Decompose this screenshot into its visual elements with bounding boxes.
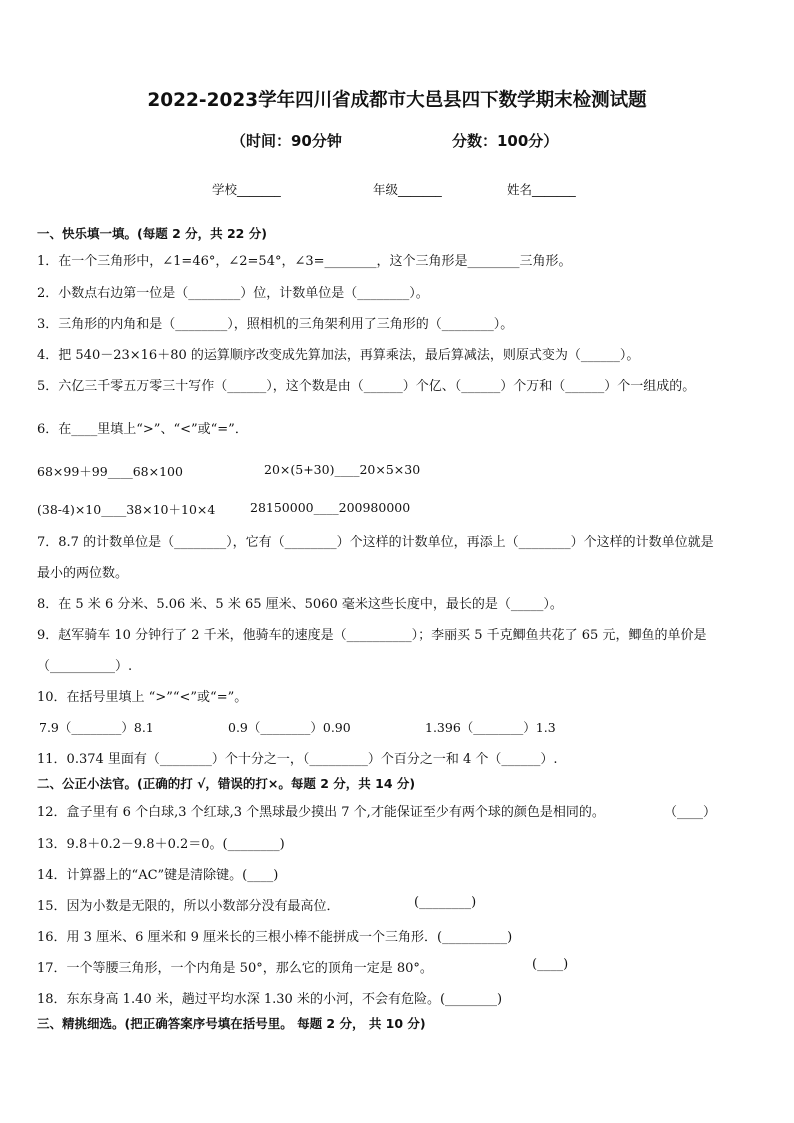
question-10-item-a: 7.9（________）8.1: [39, 720, 154, 735]
question-6-item-a: 68×99＋99____68×100: [37, 464, 183, 479]
exam-time: （时间：90分钟: [231, 132, 342, 150]
question-11: 11．0.374 里面有（________）个十分之一，（_________）个百分之一和 4 个（______）.: [37, 752, 558, 767]
exam-score: 分数：100分）: [452, 132, 559, 150]
question-17: 17．一个等腰三角形，一个内角是 50°，那么它的顶角一定是 80°。: [37, 961, 433, 976]
section-2-heading: 二、公正小法官。(正确的打 √，错误的打×。每题 2 分，共 14 分): [37, 776, 416, 791]
question-8: 8．在 5 米 6 分米、5.06 米、5 米 65 厘米、5060 毫米这些长度中，最长的是（_____）。: [37, 597, 563, 612]
question-12-blank: （____）: [664, 805, 717, 820]
question-18: 18．东东身高 1.40 米，趟过平均水深 1.30 米的小河，不会有危险。(________): [37, 992, 503, 1007]
school-field: 学校_______: [212, 182, 281, 197]
question-14: 14．计算器上的“AC”键是清除键。(____): [37, 868, 279, 883]
section-3-heading: 三、精挑细选。(把正确答案序号填在括号里。 每题 2 分， 共 10 分): [37, 1016, 426, 1031]
question-6-item-d: 28150000____200980000: [250, 500, 411, 515]
question-4: 4．把 540－23×16＋80 的运算顺序改变成先算加法，再算乘法，最后算减法，则原式变为（______）。: [37, 348, 640, 363]
question-15-blank: (________): [414, 895, 477, 910]
section-1-heading: 一、快乐填一填。(每题 2 分，共 22 分): [37, 226, 267, 241]
question-15: 15．因为小数是无限的，所以小数部分没有最高位．: [37, 899, 340, 914]
question-13: 13．9.8＋0.2－9.8＋0.2＝0。(________): [37, 837, 285, 852]
question-17-blank: (____): [532, 957, 569, 972]
question-6-item-c: (38-4)×10____38×10＋10×4: [37, 502, 216, 517]
page-title: 2022-2023学年四川省成都市大邑县四下数学期末检测试题: [147, 90, 647, 111]
question-6: 6．在____里填上“>”、“<”或“=”．: [37, 422, 248, 437]
question-12: 12．盒子里有 6 个白球,3 个红球,3 个黑球最少摸出 7 个,才能保证至少有两个球的颜色是相同的。: [37, 805, 605, 820]
question-2: 2．小数点右边第一位是（________）位，计数单位是（________）。: [37, 286, 429, 301]
question-10-item-c: 1.396（________）1.3: [425, 720, 556, 735]
question-9-line-1: 9．赵军骑车 10 分钟行了 2 千米，他骑车的速度是（__________）；李丽买 5 千克鲫鱼共花了 65 元，鲫鱼的单价是: [37, 628, 707, 643]
question-7-line-1: 7．8.7 的计数单位是（________），它有（________）个这样的计数单位，再添上（________）个这样的计数单位就是: [37, 535, 714, 550]
question-16: 16．用 3 厘米、6 厘米和 9 厘米长的三根小棒不能拼成一个三角形．(__________): [37, 930, 513, 945]
question-9-line-2: （__________）.: [37, 659, 133, 674]
name-field: 姓名_______: [507, 182, 576, 197]
question-10-item-b: 0.9（________）0.90: [228, 720, 351, 735]
question-7-line-2: 最小的两位数。: [37, 566, 129, 581]
question-10: 10．在括号里填上 “>”“<”或“=”。: [37, 690, 248, 705]
question-5: 5．六亿三千零五万零三十写作（______），这个数是由（______）个亿、（______）个万和（______）个一组成的。: [37, 379, 696, 394]
question-6-item-b: 20×(5+30)____20×5×30: [264, 462, 421, 477]
grade-field: 年级_______: [373, 182, 442, 197]
question-1: 1．在一个三角形中，∠1=46°，∠2=54°，∠3=________，这个三角形是________三角形。: [37, 254, 572, 269]
question-3: 3．三角形的内角和是（________），照相机的三角架利用了三角形的（________）。: [37, 317, 514, 332]
